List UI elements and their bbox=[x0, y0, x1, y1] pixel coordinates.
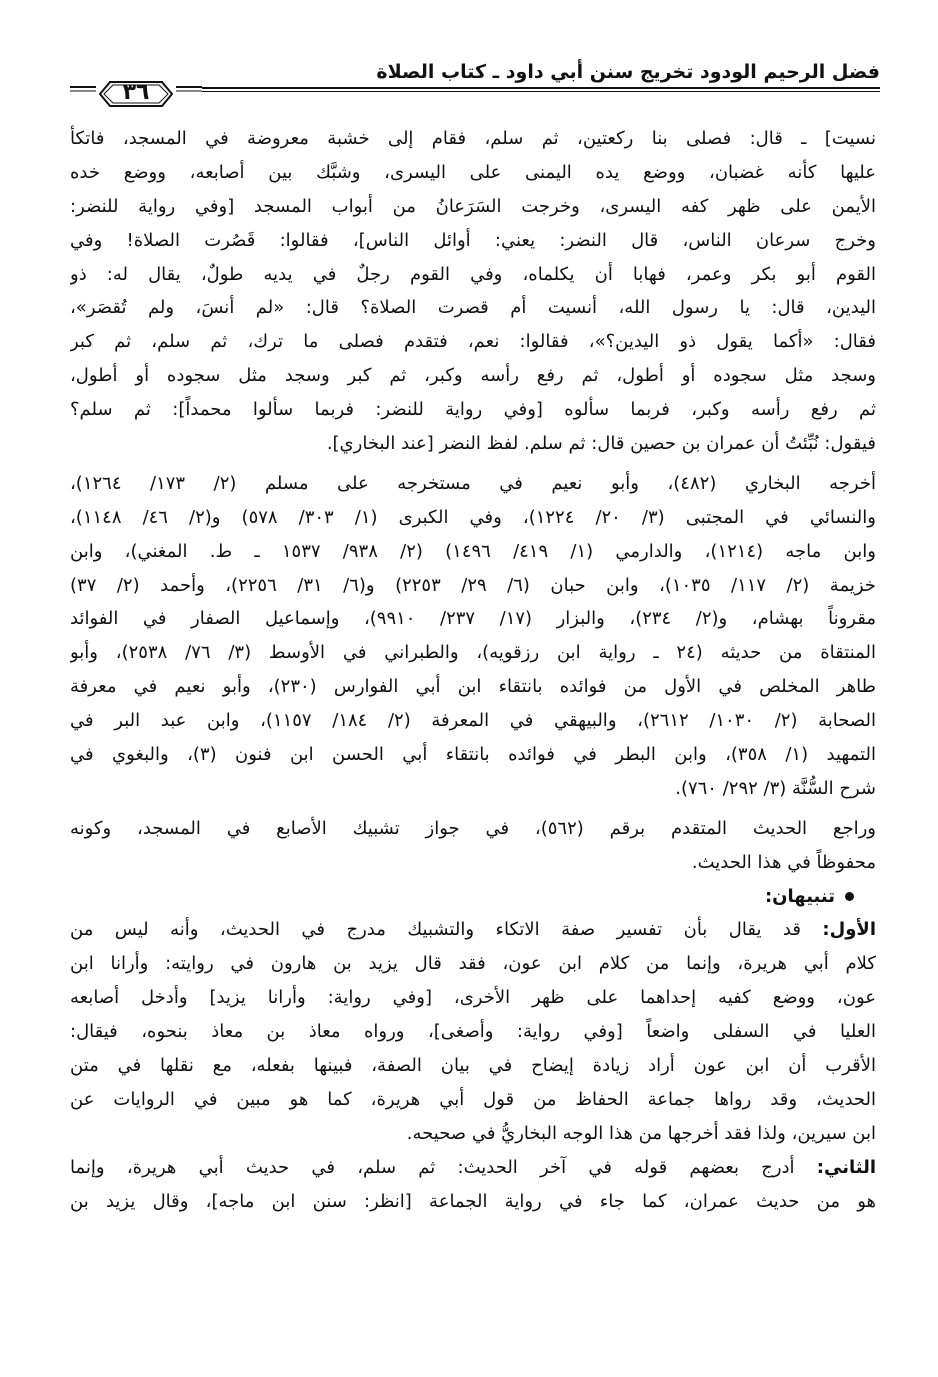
note-first-paragraph bbox=[70, 913, 876, 1150]
text-line: مقروناً بهشام، و(٢/ ٢٣٤)، والبزار (١٧/ ٢٣٧/ ٩٩١٠)، وإسماعيل الصفار في الفوائد bbox=[70, 608, 876, 630]
text-line: العليا في السفلى واضعاً [وفي رواية: وأصغى]، ورواه معاذ بن معاذ بنحوه، فيقال: bbox=[70, 1021, 876, 1043]
text-line: القوم أبو بكر وعمر، فهابا أن يكلماه، وفي القوم رجلٌ في يديه طولٌ، يقال له: ذو bbox=[70, 263, 876, 285]
page-header bbox=[70, 52, 880, 112]
text-fragment: أدرج بعضهم قوله في آخر الحديث: ثم سلم، في حديث أبي هريرة، وإنما bbox=[70, 1156, 817, 1178]
text-line: والنسائي في المجتبى (٣/ ٢٠/ ١٢٢٤)، وفي الكبرى (١/ ٣٠٣/ ٥٧٨) و(٢/ ٤٦/ ١١٤٨)، bbox=[70, 506, 876, 528]
note-second-paragraph bbox=[70, 1151, 876, 1219]
text-line: عون، ووضع كفيه إحداهما على ظهر الأخرى، [وفي رواية: وأرانا يزيد] وأدخل أصابعه bbox=[70, 987, 876, 1009]
text-line: وخرج سرعان الناس، قال النضر: يعني: أوائل الناس]، فقالوا: قَصُرت الصلاة! وفي bbox=[70, 229, 876, 251]
cross-reference-paragraph bbox=[70, 812, 876, 880]
page-body bbox=[70, 122, 876, 1219]
text-line: طاهر المخلص في الأول من فوائده بانتقاء ابن أبي الفوارس (٢٣٠)، وأبو نعيم في معرفة bbox=[70, 676, 876, 698]
text-line: وسجد مثل سجوده أو أطول، ثم رفع رأسه وكبر، ثم كبر وسجد مثل سجوده أو أطول، bbox=[70, 365, 876, 387]
text-line bbox=[70, 913, 876, 947]
text-line: نسيت] ـ قال: فصلى بنا ركعتين، ثم سلم، فقام إلى خشبة معروضة في المسجد، فاتكأ bbox=[70, 128, 876, 149]
note-lead: الثاني: bbox=[816, 1156, 876, 1178]
hadith-text-paragraph bbox=[70, 122, 876, 461]
page-number: ٣٦ bbox=[122, 80, 150, 105]
text-line: ثم رفع رأسه وكبر، فربما سألوه [وفي رواية للنضر: فربما سألوا محمداً]: ثم سلم؟ bbox=[70, 399, 876, 421]
text-line: ابن سيرين، ولذا فقد أخرجها من هذا الوجه البخاريُّ في صحيحه. bbox=[406, 1122, 876, 1144]
text-line: فقال: «أكما يقول ذو اليدين؟»، فقالوا: نعم، فتقدم فصلى ما ترك، ثم سلم، ثم كبر bbox=[70, 331, 876, 353]
bullet-icon bbox=[845, 892, 854, 901]
text-line: المنتقاة من حديثه (٢٤ ـ رواية ابن رزقويه)، والطبراني في الأوسط (٣/ ٧٦/ ٢٥٣٨)، وأبو bbox=[70, 642, 876, 664]
text-line: التمهيد (١/ ٣٥٨)، وابن البطر في فوائده بانتقاء أبي الحسن ابن فنون (٣)، والبغوي في bbox=[70, 744, 876, 766]
text-line: هو من حديث عمران، كما جاء في رواية الجماعة [انظر: سنن ابن ماجه]، وقال يزيد بن bbox=[70, 1190, 876, 1212]
text-line: عليها كأنه غضبان، ووضع يده اليمنى على اليسرى، وشبَّك بين أصابعه، ووضع خده bbox=[70, 161, 876, 183]
notes-heading-label: تنبيهان: bbox=[764, 885, 835, 907]
text-line: أخرجه البخاري (٤٨٢)، وأبو نعيم في مستخرجه على مسلم (٢/ ١٧٣/ ١٢٦٤)، bbox=[70, 472, 876, 494]
text-line: كلام أبي هريرة، وإنما من كلام ابن عون، فقد قال يزيد بن هارون في روايته: وأرانا ابن bbox=[70, 953, 876, 975]
text-line bbox=[70, 1151, 876, 1185]
text-line: الحديث، وقد رواها جماعة الحفاظ من قول أبي هريرة، كما هو مبين في الروايات عن bbox=[70, 1088, 876, 1110]
text-line: وراجع الحديث المتقدم برقم (٥٦٢)، في جواز تشبيك الأصابع في المسجد، وكونه bbox=[70, 817, 876, 839]
text-line: اليدين، قال: يا رسول الله، أنسيت أم قصرت الصلاة؟ قال: «لم أنسَ، ولم تُقصَر»، bbox=[70, 297, 876, 319]
text-line: خزيمة (٢/ ١١٧/ ١٠٣٥)، وابن حبان (٦/ ٢٩/ ٢٢٥٣) و(٦/ ٣١/ ٢٢٥٦)، وأحمد (٢/ ٣٧) bbox=[70, 574, 876, 596]
text-line: الصحابة (٢/ ١٠٣٠/ ٢٦١٢)، والبيهقي في المعرفة (٢/ ١٨٤/ ١١٥٧)، وابن عبد البر في bbox=[70, 710, 876, 732]
text-line: فيقول: نُبِّئتُ أن عمران بن حصين قال: ثم سلم. لفظ النضر [عند البخاري]. bbox=[326, 433, 876, 455]
notes-heading bbox=[70, 880, 876, 914]
text-line: وابن ماجه (١٢١٤)، والدارمي (١/ ٤١٩/ ١٤٩٦) (٢/ ٩٣٨/ ١٥٣٧ ـ ط. المغني)، وابن bbox=[70, 540, 876, 562]
text-line: الأقرب أن ابن عون أراد زيادة إيضاح في بيان الصفة، فبينها بفعله، مع نقلها في متن bbox=[70, 1055, 876, 1077]
note-lead: الأول: bbox=[822, 919, 876, 941]
text-line: محفوظاً في هذا الحديث. bbox=[691, 851, 876, 873]
text-line: الأيمن على ظهر كفه اليسرى، وخرجت السَرَعانُ من أبواب المسجد [وفي رواية للنضر: bbox=[70, 195, 876, 217]
page-number-ornament bbox=[70, 76, 202, 112]
text-line: شرح السُّنَّة (٣/ ٢٩٢/ ٧٦٠). bbox=[675, 777, 876, 799]
text-fragment: قد يقال بأن تفسير صفة الاتكاء والتشبيك مدرج في الحديث، وأنه ليس من bbox=[70, 919, 823, 941]
takhrij-paragraph bbox=[70, 467, 876, 806]
running-title: فضل الرحيم الودود تخريج سنن أبي داود ـ كتاب الصلاة bbox=[376, 61, 880, 83]
